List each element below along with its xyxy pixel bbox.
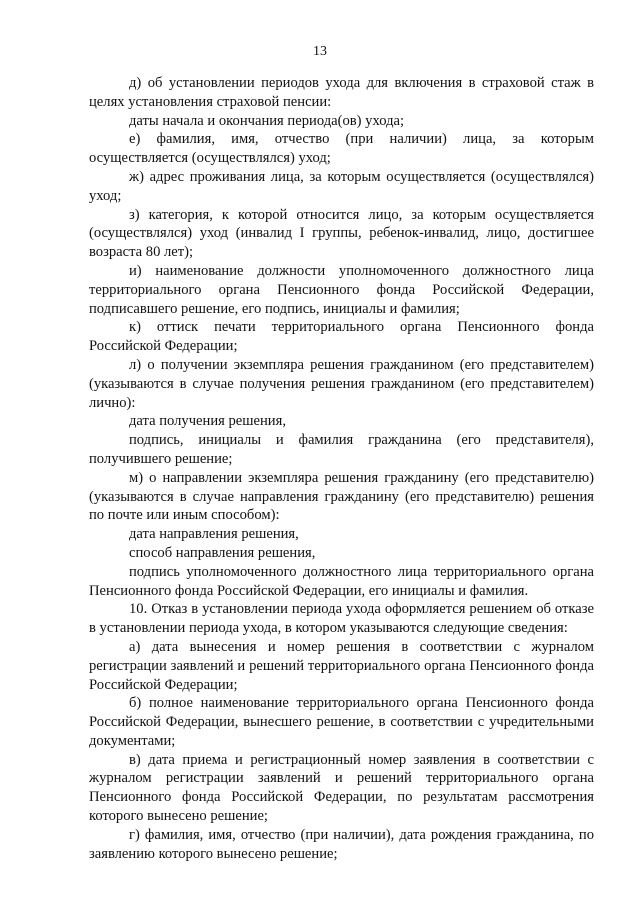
paragraph-e-caregiver-name: е) фамилия, имя, отчество (при наличии) лица, за которым осуществляется (осуществлялся) уход; [89,131,594,167]
paragraph-a-decision-date: а) дата вынесения и номер решения в соответствии с журналом регистрации заявлений и решений территориального органа Пенсионного фонда Российской Федерации; [89,638,594,693]
paragraph-sending-date: дата направления решения, [129,526,299,543]
paragraph-b-organ-name: б) полное наименование территориального органа Пенсионного фонда Российской Федерации, вынесшего решение, в соответствии с учредительными документами; [89,695,594,749]
document-body [89,74,594,863]
paragraph-receipt-date: дата получения решения, [129,413,286,430]
paragraph-v-application-date: в) дата приема и регистрационный номер заявления в соответствии с журналом регистрации заявлений и решений территориального органа Пенсионного фонда Российской Федерации, по результатам рассмотрения которого вынесено решение; [89,751,594,825]
page-number: 13 [313,44,327,59]
paragraph-z-category: з) категория, к которой относится лицо, за которым осуществляется (осуществлялся) уход (инвалид I группы, ребенок-инвалид, лицо, достигшее возраста 80 лет); [89,206,594,261]
paragraph-official-signature: подпись уполномоченного должностного лица территориального органа Пенсионного фонда Российской Федерации, его инициалы и фамилия. [89,563,594,599]
paragraph-l-receipt: л) о получении экземпляра решения гражданином (его представителем) (указываются в случае получения решения гражданином (его представителем) лично): [89,356,594,411]
paragraph-k-seal: к) оттиск печати территориального органа Пенсионного фонда Российской Федерации; [89,319,594,355]
paragraph-i-official-position: и) наименование должности уполномоченного должностного лица территориального органа Пенсионного фонда Российской Федерации, подписавшего решение, его подпись, инициалы и фамилия; [89,262,594,317]
paragraph-g-citizen-name: г) фамилия, имя, отчество (при наличии), дата рождения гражданина, по заявлению которого вынесено решение; [89,826,594,862]
paragraph-receipt-signature: подпись, инициалы и фамилия гражданина (его представителя), получившего решение; [89,432,594,467]
paragraph-d-care-periods: д) об установлении периодов ухода для включения в страховой стаж в целях установления страховой пенсии: [89,75,594,110]
paragraph-10-refusal: 10. Отказ в установлении периода ухода оформляется решением об отказе в установлении периода ухода, в котором указываются следующие сведения: [89,601,594,637]
paragraph-zh-address: ж) адрес проживания лица, за которым осуществляется (осуществлялся) уход; [89,168,594,204]
paragraph-care-dates: даты начала и окончания периода(ов) ухода; [129,112,405,129]
paragraph-m-sending: м) о направлении экземпляра решения гражданину (его представителю) (указываются в случае направления гражданину (его представителю) решения по почте или иным способом): [89,469,594,524]
paragraph-sending-method: способ направления решения, [129,544,316,561]
